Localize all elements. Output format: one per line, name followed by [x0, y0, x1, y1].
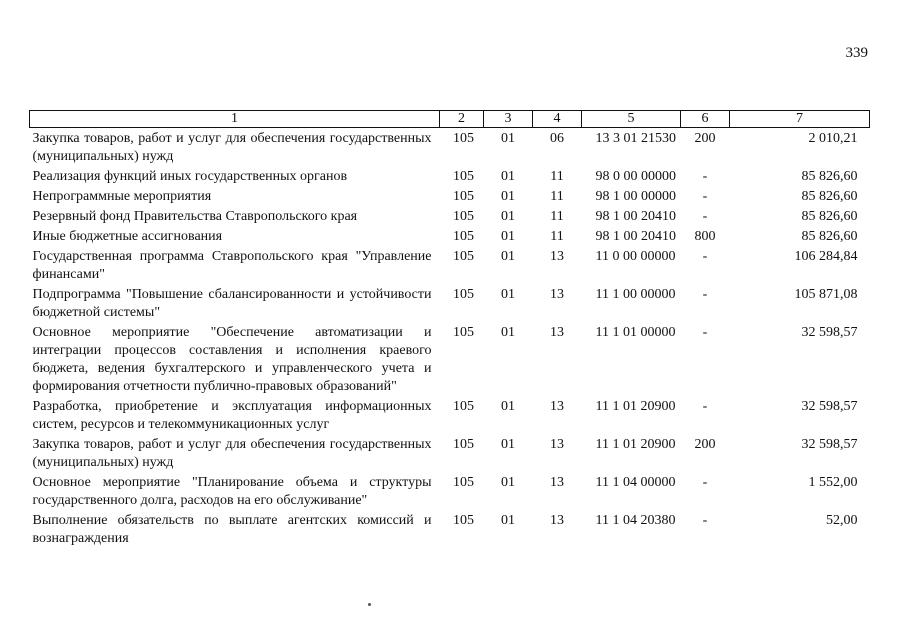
cell-col-5: 13 3 01 21530	[595, 131, 676, 146]
table-row	[30, 208, 870, 228]
cell-col-4: 13	[550, 325, 564, 340]
table-row	[30, 474, 870, 512]
cell-col-3: 01	[501, 325, 515, 340]
cell-name: Разработка, приобретение и эксплуатация информационных систем, ресурсов и телекоммуникационных услуг	[32, 399, 432, 432]
table-row	[30, 398, 870, 436]
cell-col-7: 1 552,00	[808, 475, 858, 490]
budget-table	[29, 110, 870, 550]
scan-artifact	[368, 603, 371, 606]
cell-col-7: 32 598,57	[801, 399, 858, 414]
cell-col-7: 85 826,60	[801, 229, 858, 244]
cell-col-7: 32 598,57	[801, 325, 858, 340]
cell-col-7: 85 826,60	[801, 189, 858, 204]
cell-col-4: 13	[550, 249, 564, 264]
header-col-3: 3	[484, 111, 533, 128]
cell-col-4: 13	[550, 513, 564, 528]
cell-name: Непрограммные мероприятия	[32, 189, 212, 204]
cell-col-3: 01	[501, 437, 515, 452]
cell-col-6: -	[702, 189, 708, 204]
header-col-5: 5	[582, 111, 681, 128]
header-col-7: 7	[730, 111, 870, 128]
cell-col-6: -	[702, 475, 708, 490]
cell-col-3: 01	[501, 249, 515, 264]
cell-col-3: 01	[501, 513, 515, 528]
cell-col-4: 11	[550, 189, 564, 204]
cell-col-2: 105	[453, 229, 474, 244]
cell-col-2: 105	[453, 287, 474, 302]
cell-col-5: 11 1 01 00000	[595, 325, 676, 340]
cell-col-4: 13	[550, 287, 564, 302]
cell-col-6: -	[702, 287, 708, 302]
cell-col-5: 11 1 04 00000	[595, 475, 676, 490]
table-row	[30, 436, 870, 474]
table-row	[30, 248, 870, 286]
cell-col-2: 105	[453, 249, 474, 264]
cell-col-4: 11	[550, 169, 564, 184]
table-row	[30, 286, 870, 324]
cell-col-3: 01	[501, 287, 515, 302]
table-header	[30, 111, 870, 128]
cell-col-5: 11 1 04 20380	[595, 513, 676, 528]
cell-col-4: 11	[550, 229, 564, 244]
header-col-2: 2	[440, 111, 484, 128]
cell-col-5: 98 0 00 00000	[595, 169, 676, 184]
cell-col-2: 105	[453, 189, 474, 204]
cell-col-6: 200	[694, 131, 716, 146]
cell-col-2: 105	[453, 475, 474, 490]
table-row	[30, 128, 870, 169]
cell-col-3: 01	[501, 189, 515, 204]
cell-col-6: -	[702, 325, 708, 340]
cell-col-2: 105	[453, 131, 474, 146]
cell-name: Выполнение обязательств по выплате агентских комиссий и вознаграждения	[32, 513, 432, 546]
cell-col-3: 01	[501, 399, 515, 414]
cell-name: Закупка товаров, работ и услуг для обеспечения государственных (муниципальных) нужд	[32, 437, 432, 470]
table-row	[30, 324, 870, 398]
header-col-6: 6	[681, 111, 730, 128]
table-row	[30, 188, 870, 208]
cell-col-3: 01	[501, 169, 515, 184]
cell-col-7: 52,00	[826, 513, 858, 528]
page-number: 339	[845, 45, 868, 61]
cell-col-3: 01	[501, 209, 515, 224]
cell-col-5: 11 0 00 00000	[595, 249, 676, 264]
table-row	[30, 512, 870, 550]
header-col-1: 1	[30, 111, 440, 128]
cell-col-5: 11 1 00 00000	[595, 287, 676, 302]
cell-name: Иные бюджетные ассигнования	[32, 229, 223, 244]
cell-col-6: -	[702, 209, 708, 224]
cell-col-4: 13	[550, 475, 564, 490]
cell-col-4: 13	[550, 437, 564, 452]
cell-col-5: 11 1 01 20900	[595, 399, 676, 414]
cell-col-7: 85 826,60	[801, 169, 858, 184]
cell-col-3: 01	[501, 229, 515, 244]
cell-col-2: 105	[453, 325, 474, 340]
cell-col-7: 106 284,84	[794, 249, 858, 264]
cell-col-6: -	[702, 513, 708, 528]
cell-col-6: -	[702, 399, 708, 414]
cell-col-2: 105	[453, 209, 474, 224]
cell-col-5: 11 1 01 20900	[595, 437, 676, 452]
cell-name: Основное мероприятие "Планирование объема и структуры государственного долга, расходов на его обслуживание"	[32, 475, 432, 508]
cell-col-6: 200	[694, 437, 716, 452]
cell-col-7: 85 826,60	[801, 209, 858, 224]
cell-col-6: -	[702, 249, 708, 264]
cell-name: Закупка товаров, работ и услуг для обеспечения государственных (муниципальных) нужд	[32, 131, 432, 164]
cell-col-5: 98 1 00 20410	[595, 229, 676, 244]
table-row	[30, 228, 870, 248]
cell-col-4: 11	[550, 209, 564, 224]
cell-col-2: 105	[453, 437, 474, 452]
cell-col-6: -	[702, 169, 708, 184]
table-body	[30, 128, 870, 551]
cell-name: Государственная программа Ставропольского края "Управление финансами"	[32, 249, 432, 282]
cell-col-4: 13	[550, 399, 564, 414]
cell-col-5: 98 1 00 00000	[595, 189, 676, 204]
cell-col-7: 2 010,21	[808, 131, 858, 146]
header-col-4: 4	[533, 111, 582, 128]
cell-col-4: 06	[550, 131, 564, 146]
header-row	[30, 111, 870, 128]
cell-col-2: 105	[453, 513, 474, 528]
table-row	[30, 168, 870, 188]
cell-name: Основное мероприятие "Обеспечение автоматизации и интеграции процессов составления и исполнения краевого бюджета, ведения бухгалтерского и управленческого учета и формирования отчетности публично-правовых образований"	[32, 325, 432, 394]
cell-name: Подпрограмма "Повышение сбалансированности и устойчивости бюджетной системы"	[32, 287, 432, 320]
cell-col-6: 800	[694, 229, 716, 244]
cell-col-7: 32 598,57	[801, 437, 858, 452]
cell-col-5: 98 1 00 20410	[595, 209, 676, 224]
cell-col-2: 105	[453, 399, 474, 414]
cell-col-3: 01	[501, 131, 515, 146]
cell-col-2: 105	[453, 169, 474, 184]
cell-name: Реализация функций иных государственных органов	[32, 169, 348, 184]
cell-col-3: 01	[501, 475, 515, 490]
cell-col-7: 105 871,08	[794, 287, 858, 302]
cell-name: Резервный фонд Правительства Ставропольского края	[32, 209, 358, 224]
